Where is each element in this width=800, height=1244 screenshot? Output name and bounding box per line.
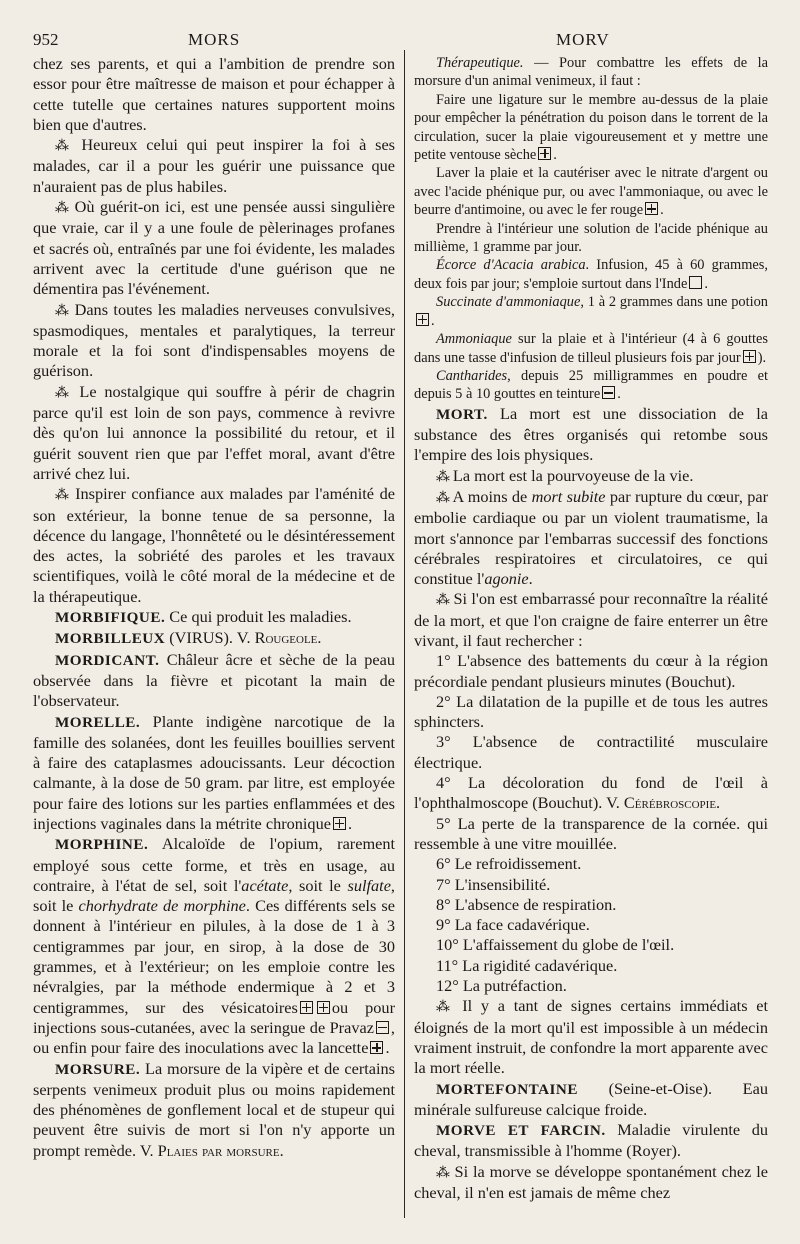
entry-headword: MORT. xyxy=(436,405,488,423)
entry-text: , ou enfin pour faire des inoculations avec la lancette xyxy=(33,1017,395,1058)
plus-box-icon xyxy=(300,1001,313,1014)
paragraph-text-italic: agonie xyxy=(484,569,529,589)
paragraph-text: Si l'on est embarrassé pour reconnaître la réalité de la mort, et que l'on craigne de faire enterrer un être vivant, il faut rechercher : xyxy=(414,589,769,650)
remedy-name: Cantharides xyxy=(436,367,508,384)
entry-headword: MORELLE. xyxy=(55,713,141,731)
asterism: ⁂ xyxy=(436,999,454,1015)
minus-box-icon xyxy=(376,1021,389,1034)
left-column xyxy=(33,54,395,1161)
entry-headword: MORBIFIQUE. xyxy=(55,609,166,627)
plus-box-icon xyxy=(317,1001,330,1014)
entry-text: Alcaloïde de l'opium, rarement employé sous cette forme, et très en usage, au contraire, à l'état de sel, soit l' xyxy=(33,834,395,895)
remedy-item: Cantharides, depuis 25 milligrammes en poudre et depuis 5 à 10 gouttes en teinture . xyxy=(414,367,768,403)
entry-headword: MORSURE. xyxy=(55,1060,141,1078)
paragraph xyxy=(414,466,768,487)
remedy-item: Laver la plaie et la cautériser avec le nitrate d'argent ou avec l'acide phénique pur, ou avec l'ammoniaque, ou avec le beurre d'antimoine, ou avec le fer rouge . xyxy=(414,165,768,219)
plus-box-icon xyxy=(645,202,658,215)
paragraph-text: Inspirer confiance aux malades par l'aménité de son extérieur, la bonne tenue de sa personne, la décence du langage, l'honnêteté ou le désintéressement des actes, la sobriété des paroles et les travaux scientifiques, voilà le côté moral de la médecine et de la thérapeutique. xyxy=(33,484,395,606)
entry-text: , soit le xyxy=(33,875,395,916)
entry-morbifique xyxy=(33,607,395,628)
paragraph-text: Il y a tant de signes certains immédiats et éloignés de la mort qu'il est impossible à un médecin vraiment instruit, de confondre la mort apparente avec la mort réelle. xyxy=(414,996,769,1078)
right-column xyxy=(414,54,768,1203)
entry-text: , soit le xyxy=(288,875,348,895)
asterism: ⁂ xyxy=(436,468,449,484)
paragraph-text: Où guérit-on ici, est une pensée aussi singulière que vraie, car il y a une foule de pèlerinages profanes et sacrés où, entraînés par une foi évidente, les malades arrivent avec la certitude d'une guérison que ne démentira pas l'événement. xyxy=(33,197,395,299)
cross-reference: Rougeole. xyxy=(254,628,322,648)
entry-headword: MORBILLEUX xyxy=(55,630,166,648)
sign-item: 11° La rigidité cadavérique. xyxy=(436,955,618,975)
paragraph-text: , depuis 25 milligrammes en poudre et depuis 5 à 10 gouttes en teinture xyxy=(414,367,768,403)
paragraph-text: Faire une ligature sur le membre au-dessus de la plaie pour empêcher la pénétration du poison dans le torrent de la circulation, sucer la plaie vigoureusement et y mettre une petite ventouse sèche xyxy=(414,91,768,164)
entry-text: (VIRUS). V. xyxy=(165,628,255,648)
paragraph-text: Le nostalgique qui souffre à périr de chagrin parce qu'il est loin de son pays, commence à revivre dès qu'on lui annonce la possibilité du retour, et il guérit souvent rien que par l'effet moral, avant d'être arrivé chez lui. xyxy=(33,381,395,483)
entry-text: ou pour injections sous-cutanées, avec la seringue de Pravaz xyxy=(33,997,395,1037)
asterism: ⁂ xyxy=(436,1164,450,1180)
entry-text-italic: chorhydrate de morphine xyxy=(78,896,246,916)
section-heading: Thérapeutique. xyxy=(436,55,524,71)
paragraph: chez ses parents, et qui a l'ambition de prendre son essor pour être maîtresse de maison et pour échapper à cette tutelle que certaines natures supportent moins bien que d'autres. xyxy=(33,54,395,134)
entry-morelle: MORELLE. Plante indigène narcotique de la famille des solanées, dont les feuilles bouillies servent à faire des cataplasmes adoucissants. Leur décoction calmante, à la dose de 50 gram. par litre, est employée pour faire des lotions sur les parties enflammées et des injections vaginales dans la métrite chronique . xyxy=(33,711,395,833)
sign-item: 10° L'affaissement du globe de l'œil. xyxy=(436,935,675,955)
remedy-name: Ammoniaque xyxy=(436,331,512,348)
cross-reference: Cérébroscopie. xyxy=(623,793,721,813)
paragraph xyxy=(414,487,768,589)
asterism: ⁂ xyxy=(436,489,450,505)
paragraph xyxy=(33,135,395,197)
paragraph-text: Heureux celui qui peut inspirer la foi à ses malades, car il a pour les guérir une puissance que n'auraient pas de plus habiles. xyxy=(33,135,396,196)
paragraph xyxy=(414,1162,768,1204)
paragraph xyxy=(33,197,395,299)
entry-headword: MORDICANT. xyxy=(55,651,160,669)
paragraph-text: — Pour combattre les effets de la morsure d'un animal venimeux, il faut : xyxy=(414,55,768,90)
paragraph-text: Si la morve se développe spontanément chez le cheval, il n'en est jamais de même chez xyxy=(414,1161,769,1202)
minus-box-icon xyxy=(602,386,615,399)
sign-item xyxy=(414,773,768,814)
asterism: ⁂ xyxy=(55,384,72,400)
remedy-item: Succinate d'ammoniaque, 1 à 2 grammes dans une potion. xyxy=(414,293,768,330)
paragraph-text: . xyxy=(528,569,533,589)
sign-item: 9° La face cadavérique. xyxy=(436,915,590,935)
sign-item: 2° La dilatation de la pupille et de tous les autres sphincters. xyxy=(414,691,768,732)
paragraph-text-italic: mort subite xyxy=(531,486,606,506)
entry-morphine: MORPHINE. Alcaloïde de l'opium, rarement employé sous cette forme, et très en usage, au contraire, à l'état de sel, soit l'acétate, soit le sulfate, soit le chorhydrate de morphine. Ces différents sels se donnent à l'intérieur en pilules, à la dose de 1 à 3 centigrammes par jour, en sirop, à la dose de 30 grammes, et à l'extérieur; on les emploie contre les névralgies, par la méthode endermique à 2 et 3 centigrammes, sur des vésicatoires ou pour injections sous-cutanées, avec la seringue de Pravaz , ou enfin pour faire des inoculations avec la lancette . xyxy=(33,834,395,1058)
paragraph-text: 4° La décoloration du fond de l'œil à l'ophthalmoscope (Bouchut). V. xyxy=(414,773,768,813)
asterism: ⁂ xyxy=(436,592,450,608)
entry-mort-block xyxy=(414,404,768,1204)
entry-text-italic: acétate xyxy=(241,875,289,895)
remedy-name: Succinate d'ammoniaque xyxy=(436,294,581,311)
entry-text: La morsure de la vipère et de certains serpents venimeux produit plus ou moins rapidement des phénomènes de gonflement local et de stupeur qui peuvent être suivis de mort si l'on n'y apporte un prompt remède. V. xyxy=(33,1058,395,1160)
plus-box-icon xyxy=(743,350,756,363)
entry-morbilleux xyxy=(33,628,395,649)
column-divider xyxy=(404,50,405,1218)
sign-item: 8° L'absence de respiration. xyxy=(436,894,617,914)
paragraph-text: . Infusion, 45 à 60 grammes, deux fois par jour; s'emploie surtout dans l'Inde xyxy=(414,257,768,292)
sign-item: 5° La perte de la transparence de la cornée. qui ressemble à une vitre mouillée. xyxy=(414,813,768,853)
entry-headword: MORPHINE. xyxy=(55,836,149,854)
running-head-left: MORS xyxy=(188,30,241,49)
entry-morsure xyxy=(33,1059,395,1161)
paragraph-text: ). xyxy=(757,349,767,366)
entry-text: La mort est une dissociation de la substance des êtres organisés qui retombe sous l'empire des lois physiques. xyxy=(414,403,768,465)
plus-box-icon xyxy=(370,1041,383,1054)
entry-mordicant xyxy=(33,650,395,712)
entry-text: Châleur âcre et sèche de la peau observée dans la fièvre et picotant la main de l'observateur. xyxy=(33,649,395,711)
therapeutique-intro xyxy=(414,54,768,91)
plus-box-icon xyxy=(416,313,429,326)
empty-box-icon xyxy=(689,276,702,289)
entry-text: Maladie virulente du cheval, transmissible à l'homme (Royer). xyxy=(414,1120,768,1161)
sign-item: 3° L'absence de contractilité musculaire électrique. xyxy=(414,732,768,772)
paragraph-text: , 1 à 2 grammes dans une potion xyxy=(580,294,768,311)
sign-item: 7° L'insensibilité. xyxy=(436,874,551,894)
entry-text-italic: sulfate xyxy=(347,875,391,895)
paragraph xyxy=(33,484,395,607)
paragraph-text: sur la plaie et à l'intérieur (4 à 6 gouttes dans une tasse d'infusion de tilleul plusieurs fois par jour xyxy=(414,331,768,366)
paragraph-text: par rupture du cœur, par embolie cardiaque ou par un violent traumatisme, la mort s'annonce par l'embarras successif des fonctions cérébrales respiratoires et circulatoires, ce qui constitue l' xyxy=(414,486,769,589)
paragraph xyxy=(414,589,768,651)
cross-reference: Plaies par morsure. xyxy=(157,1140,284,1160)
paragraph xyxy=(414,996,768,1078)
entry-headword: MORVE ET FARCIN. xyxy=(436,1122,606,1140)
entry-mort xyxy=(414,404,768,466)
paragraph-text: Laver la plaie et la cautériser avec le nitrate d'argent ou avec l'acide phénique pur, ou avec l'ammoniaque, ou avec le beurre d'antimoine, ou avec le fer rouge xyxy=(414,165,768,219)
asterism: ⁂ xyxy=(55,138,73,154)
asterism: ⁂ xyxy=(55,302,70,318)
entry-text: . Ces différents sels se donnent à l'intérieur en pilules, à la dose de 1 à 3 centigrammes par jour, en sirop, à la dose de 30 grammes, et à l'extérieur; on les emploie contre les névralgies, par la méthode endermique à 2 et 3 centigrammes, sur des vésicatoires xyxy=(33,896,395,1017)
paragraph xyxy=(33,382,395,484)
entry-mortefontaine xyxy=(414,1079,768,1121)
entry-morve xyxy=(414,1120,768,1162)
remedy-item xyxy=(414,330,768,367)
running-head-right: MORV xyxy=(556,30,610,49)
remedy-item: Faire une ligature sur le membre au-dessus de la plaie pour empêcher la pénétration du poison dans le torrent de la circulation, sucer la plaie vigoureusement et y mettre une petite ventouse sèche . xyxy=(414,91,768,164)
asterism: ⁂ xyxy=(55,200,70,216)
asterism: ⁂ xyxy=(55,487,70,503)
entry-text: Ce qui produit les maladies. xyxy=(165,607,352,627)
sign-item: 6° Le refroidissement. xyxy=(436,854,582,874)
paragraph-text: La mort est la pourvoyeuse de la vie. xyxy=(452,465,694,485)
entry-text: Plante indigène narcotique de la famille des solanées, dont les feuilles bouillies servent à faire des cataplasmes adoucissants. Leur décoction calmante, à la dose de 50 gram. par litre, est employée pour faire des lotions sur les parties enflammées et des injections vaginales dans la métrite chronique xyxy=(33,711,395,833)
remedy-name: Écorce d'Acacia arabica xyxy=(436,257,586,274)
page-number: 952 xyxy=(33,30,59,49)
sign-item: 1° L'absence des battements du cœur à la région précordiale pendant plusieurs minutes (Bouchut). xyxy=(414,651,768,691)
entry-headword: MORTEFONTAINE xyxy=(436,1080,578,1098)
plus-box-icon xyxy=(538,147,551,160)
paragraph-text: Dans toutes les maladies nerveuses convulsives, spasmodiques, mentales et paralytiques, la terreur morale et la foi sont d'indispensables moyens de guérison. xyxy=(33,299,396,381)
entry-text: (Seine-et-Oise). Eau minérale sulfureuse calcique froide. xyxy=(414,1078,768,1119)
paragraph-text: A moins de xyxy=(452,486,532,506)
remedy-item: Prendre à l'intérieur une solution de l'acide phénique au millième, 1 gramme par jour. xyxy=(414,220,768,256)
plus-box-icon xyxy=(333,817,346,830)
remedy-item: Écorce d'Acacia arabica. Infusion, 45 à 60 grammes, deux fois par jour; s'emploie surtout dans l'Inde . xyxy=(414,257,768,292)
paragraph xyxy=(33,300,395,382)
sign-item: 12° La putréfaction. xyxy=(436,976,567,996)
